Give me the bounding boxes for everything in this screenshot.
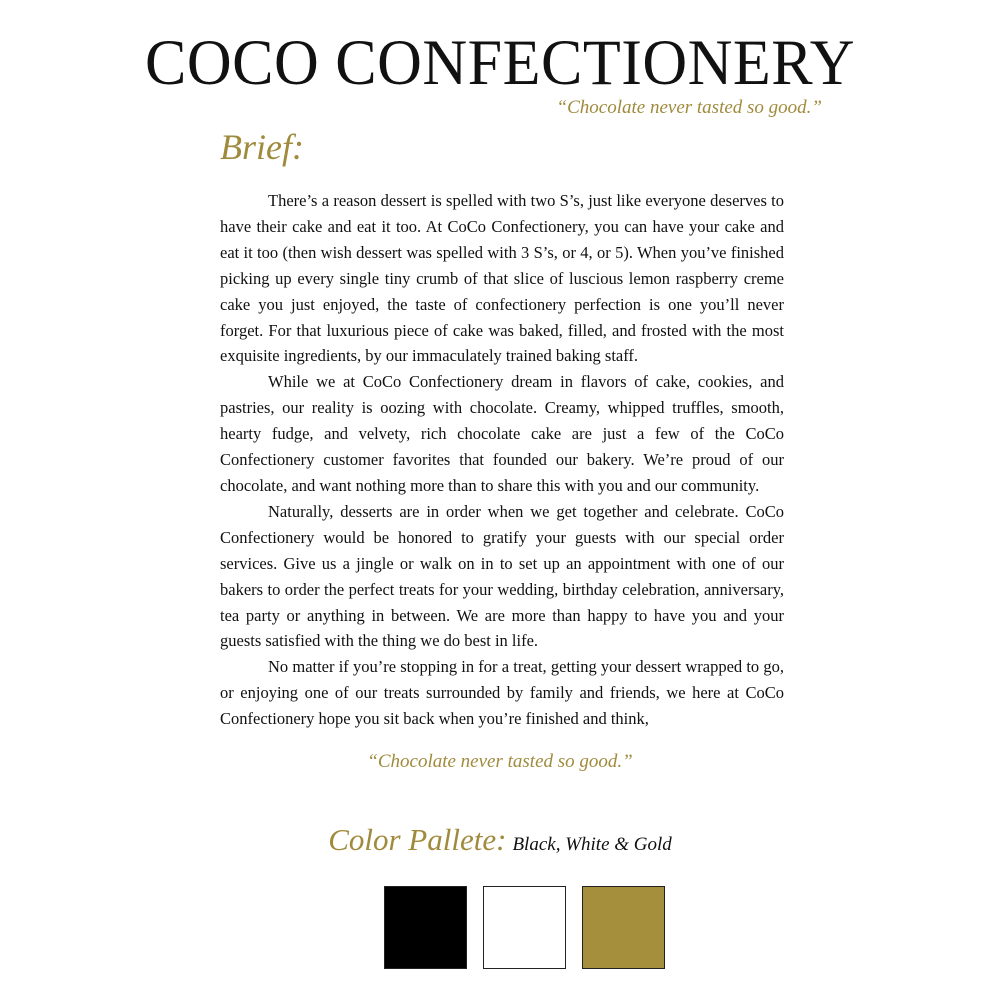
brief-paragraph-4: No matter if you’re stopping in for a treat, getting your dessert wrapped to go, or enjoying one of our treats surrounded by family and friends, we here at CoCo Confectionery hope you sit back when you’re finished and think, <box>220 657 784 729</box>
swatch-white <box>483 886 566 969</box>
closing-quote: “Chocolate never tasted so good.” <box>367 751 633 772</box>
brief-heading: Brief: <box>220 127 304 167</box>
color-palette-line <box>0 822 1000 858</box>
brief-paragraph-2: While we at CoCo Confectionery dream in flavors of cake, cookies, and pastries, our reality is oozing with chocolate. Creamy, whipped truffles, smooth, hearty fudge, and velvety, rich chocolate cake are just a few of the CoCo Confectionery customer favorites that founded our bakery. We’re proud of our chocolate, and want nothing more than to share this with you and our community. <box>220 372 784 495</box>
brief-paragraph-1: There’s a reason dessert is spelled with two S’s, just like everyone deserves to have their cake and eat it too. At CoCo Confectionery, you can have your cake and eat it too (then wish dessert was spelled with 3 S’s, or 4, or 5). When you’ve finished picking up every single tiny crumb of that slice of luscious lemon raspberry creme cake you just enjoyed, the taste of confectionery perfection is one you’ll never forget. For that luxurious piece of cake was baked, filled, and frosted with the most exquisite ingredients, by our immaculately trained baking staff. <box>220 191 784 366</box>
palette-label: Color Pallete: <box>328 822 507 857</box>
header-tagline: “Chocolate never tasted so good.” <box>556 97 822 118</box>
palette-value: Black, White & Gold <box>512 834 672 855</box>
brief-body <box>220 188 784 732</box>
brief-paragraph-3: Naturally, desserts are in order when we get together and celebrate. CoCo Confectionery would be honored to gratify your guests with our special order services. Give us a jingle or walk on in to set up an appointment with one of our bakers to order the perfect treats for your wedding, birthday celebration, anniversary, tea party or anything in between. We are more than happy to have you and your guests satisfied with the thing we do best in life. <box>220 501 784 651</box>
page-title: COCO CONFECTIONERY <box>144 27 855 99</box>
swatch-gold <box>582 886 665 969</box>
swatch-black <box>384 886 467 969</box>
